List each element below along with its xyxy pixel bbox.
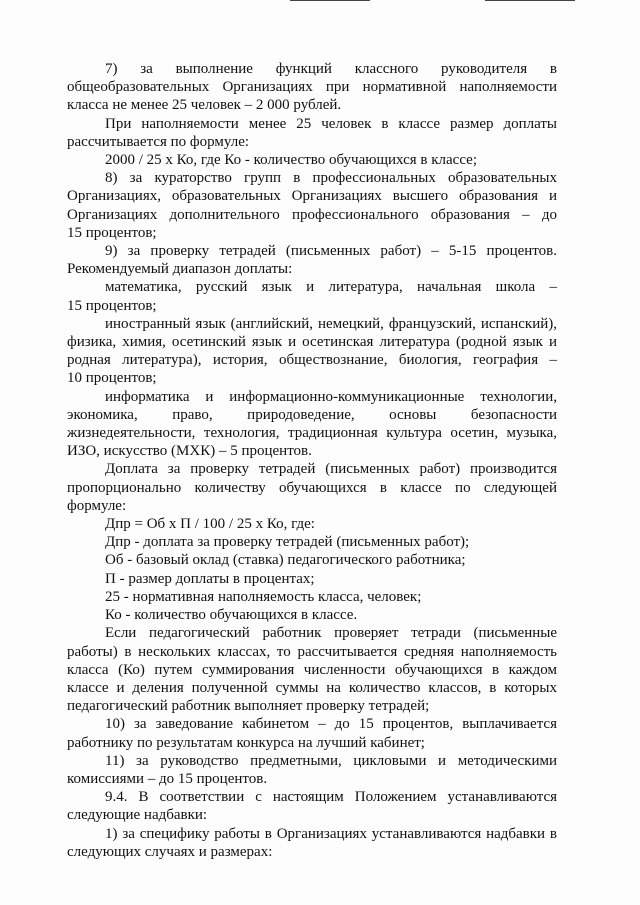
text-line: родная литература), история, обществознание, биология, география – bbox=[67, 352, 557, 369]
text-line: Ко - количество обучающихся в классе. bbox=[105, 607, 358, 624]
text-line: 10) за заведование кабинетом – до 15 процентов, выплачивается bbox=[105, 716, 557, 733]
text-line: иностранный язык (английский, немецкий, французский, испанский), bbox=[105, 315, 557, 332]
text-line: класса не менее 25 человек – 2 000 рублей. bbox=[67, 97, 342, 114]
text-line: 25 - нормативная наполняемость класса, человек; bbox=[105, 588, 422, 605]
text-line: работнику по результатам конкурса на лучший кабинет; bbox=[67, 734, 425, 751]
text-line: жизнедеятельности, технология, традиционная культура осетин, музыка, bbox=[67, 425, 557, 442]
top-edge-line-left bbox=[290, 0, 370, 1]
text-line: 9) за проверку тетрадей (письменных работ) – 5-15 процентов. bbox=[105, 243, 557, 260]
text-line: 2000 / 25 х Ко, где Ко - количество обучающихся в классе; bbox=[105, 152, 477, 169]
text-line: следующие надбавки: bbox=[67, 807, 208, 824]
text-line: физика, химия, осетинский язык и осетинская литература (родной язык и bbox=[67, 334, 557, 351]
document-body bbox=[67, 60, 557, 861]
text-line: Дпр = Об х П / 100 / 25 х Ко, где: bbox=[105, 516, 315, 533]
text-line: При наполняемости менее 25 человек в классе размер доплаты bbox=[105, 115, 557, 132]
text-line: 10 процентов; bbox=[67, 370, 157, 387]
text-line: Доплата за проверку тетрадей (письменных работ) производится bbox=[105, 461, 557, 478]
text-line: работы) в нескольких классах, то рассчитывается средняя наполняемость bbox=[67, 643, 557, 660]
text-line: 8) за кураторство групп в профессиональных образовательных bbox=[105, 170, 557, 187]
text-line: 15 процентов; bbox=[67, 224, 157, 241]
text-line: 1) за специфику работы в Организациях устанавливаются надбавки в bbox=[105, 825, 557, 842]
text-line: 11) за руководство предметными, цикловыми и методическими bbox=[105, 752, 557, 769]
text-line: рассчитывается по формуле: bbox=[67, 133, 250, 150]
text-line: формуле: bbox=[67, 497, 127, 514]
text-line: информатика и информационно-коммуникационные технологии, bbox=[105, 388, 557, 405]
text-line: классе и деления полученной суммы на количество классов, в которых bbox=[67, 679, 557, 696]
text-line: педагогический работник выполняет проверку тетрадей; bbox=[67, 698, 430, 715]
text-line: комиссиями – до 15 процентов. bbox=[67, 770, 268, 787]
text-line: математика, русский язык и литература, начальная школа – bbox=[105, 279, 557, 296]
text-line: 9.4. В соответствии с настоящим Положением устанавливаются bbox=[105, 789, 557, 806]
text-line: ИЗО, искусство (МХК) – 5 процентов. bbox=[67, 443, 312, 460]
text-line: Дпр - доплата за проверку тетрадей (письменных работ); bbox=[105, 534, 470, 551]
text-line: следующих случаях и размерах: bbox=[67, 843, 273, 860]
text-line: Рекомендуемый диапазон доплаты: bbox=[67, 261, 293, 278]
text-line: Если педагогический работник проверяет тетради (письменные bbox=[105, 625, 557, 642]
text-line: Об - базовый оклад (ставка) педагогического работника; bbox=[105, 552, 466, 569]
text-line: пропорционально количеству обучающихся в классе по следующей bbox=[67, 479, 557, 496]
text-line: 15 процентов; bbox=[67, 297, 157, 314]
text-line: Организациях, образовательных Организациях высшего образования и bbox=[67, 188, 557, 205]
text-line: класса (Ко) путем суммирования численности обучающихся в каждом bbox=[67, 661, 557, 678]
top-edge-line-right bbox=[485, 0, 575, 1]
text-line: общеобразовательных Организациях при нормативной наполняемости bbox=[67, 79, 557, 96]
text-line: 7) за выполнение функций классного руководителя в bbox=[105, 61, 557, 77]
text-line: П - размер доплаты в процентах; bbox=[105, 570, 315, 587]
text-line: Организациях дополнительного профессионального образования – до bbox=[67, 206, 557, 223]
text-line: экономика, право, природоведение, основы безопасности bbox=[67, 406, 557, 423]
